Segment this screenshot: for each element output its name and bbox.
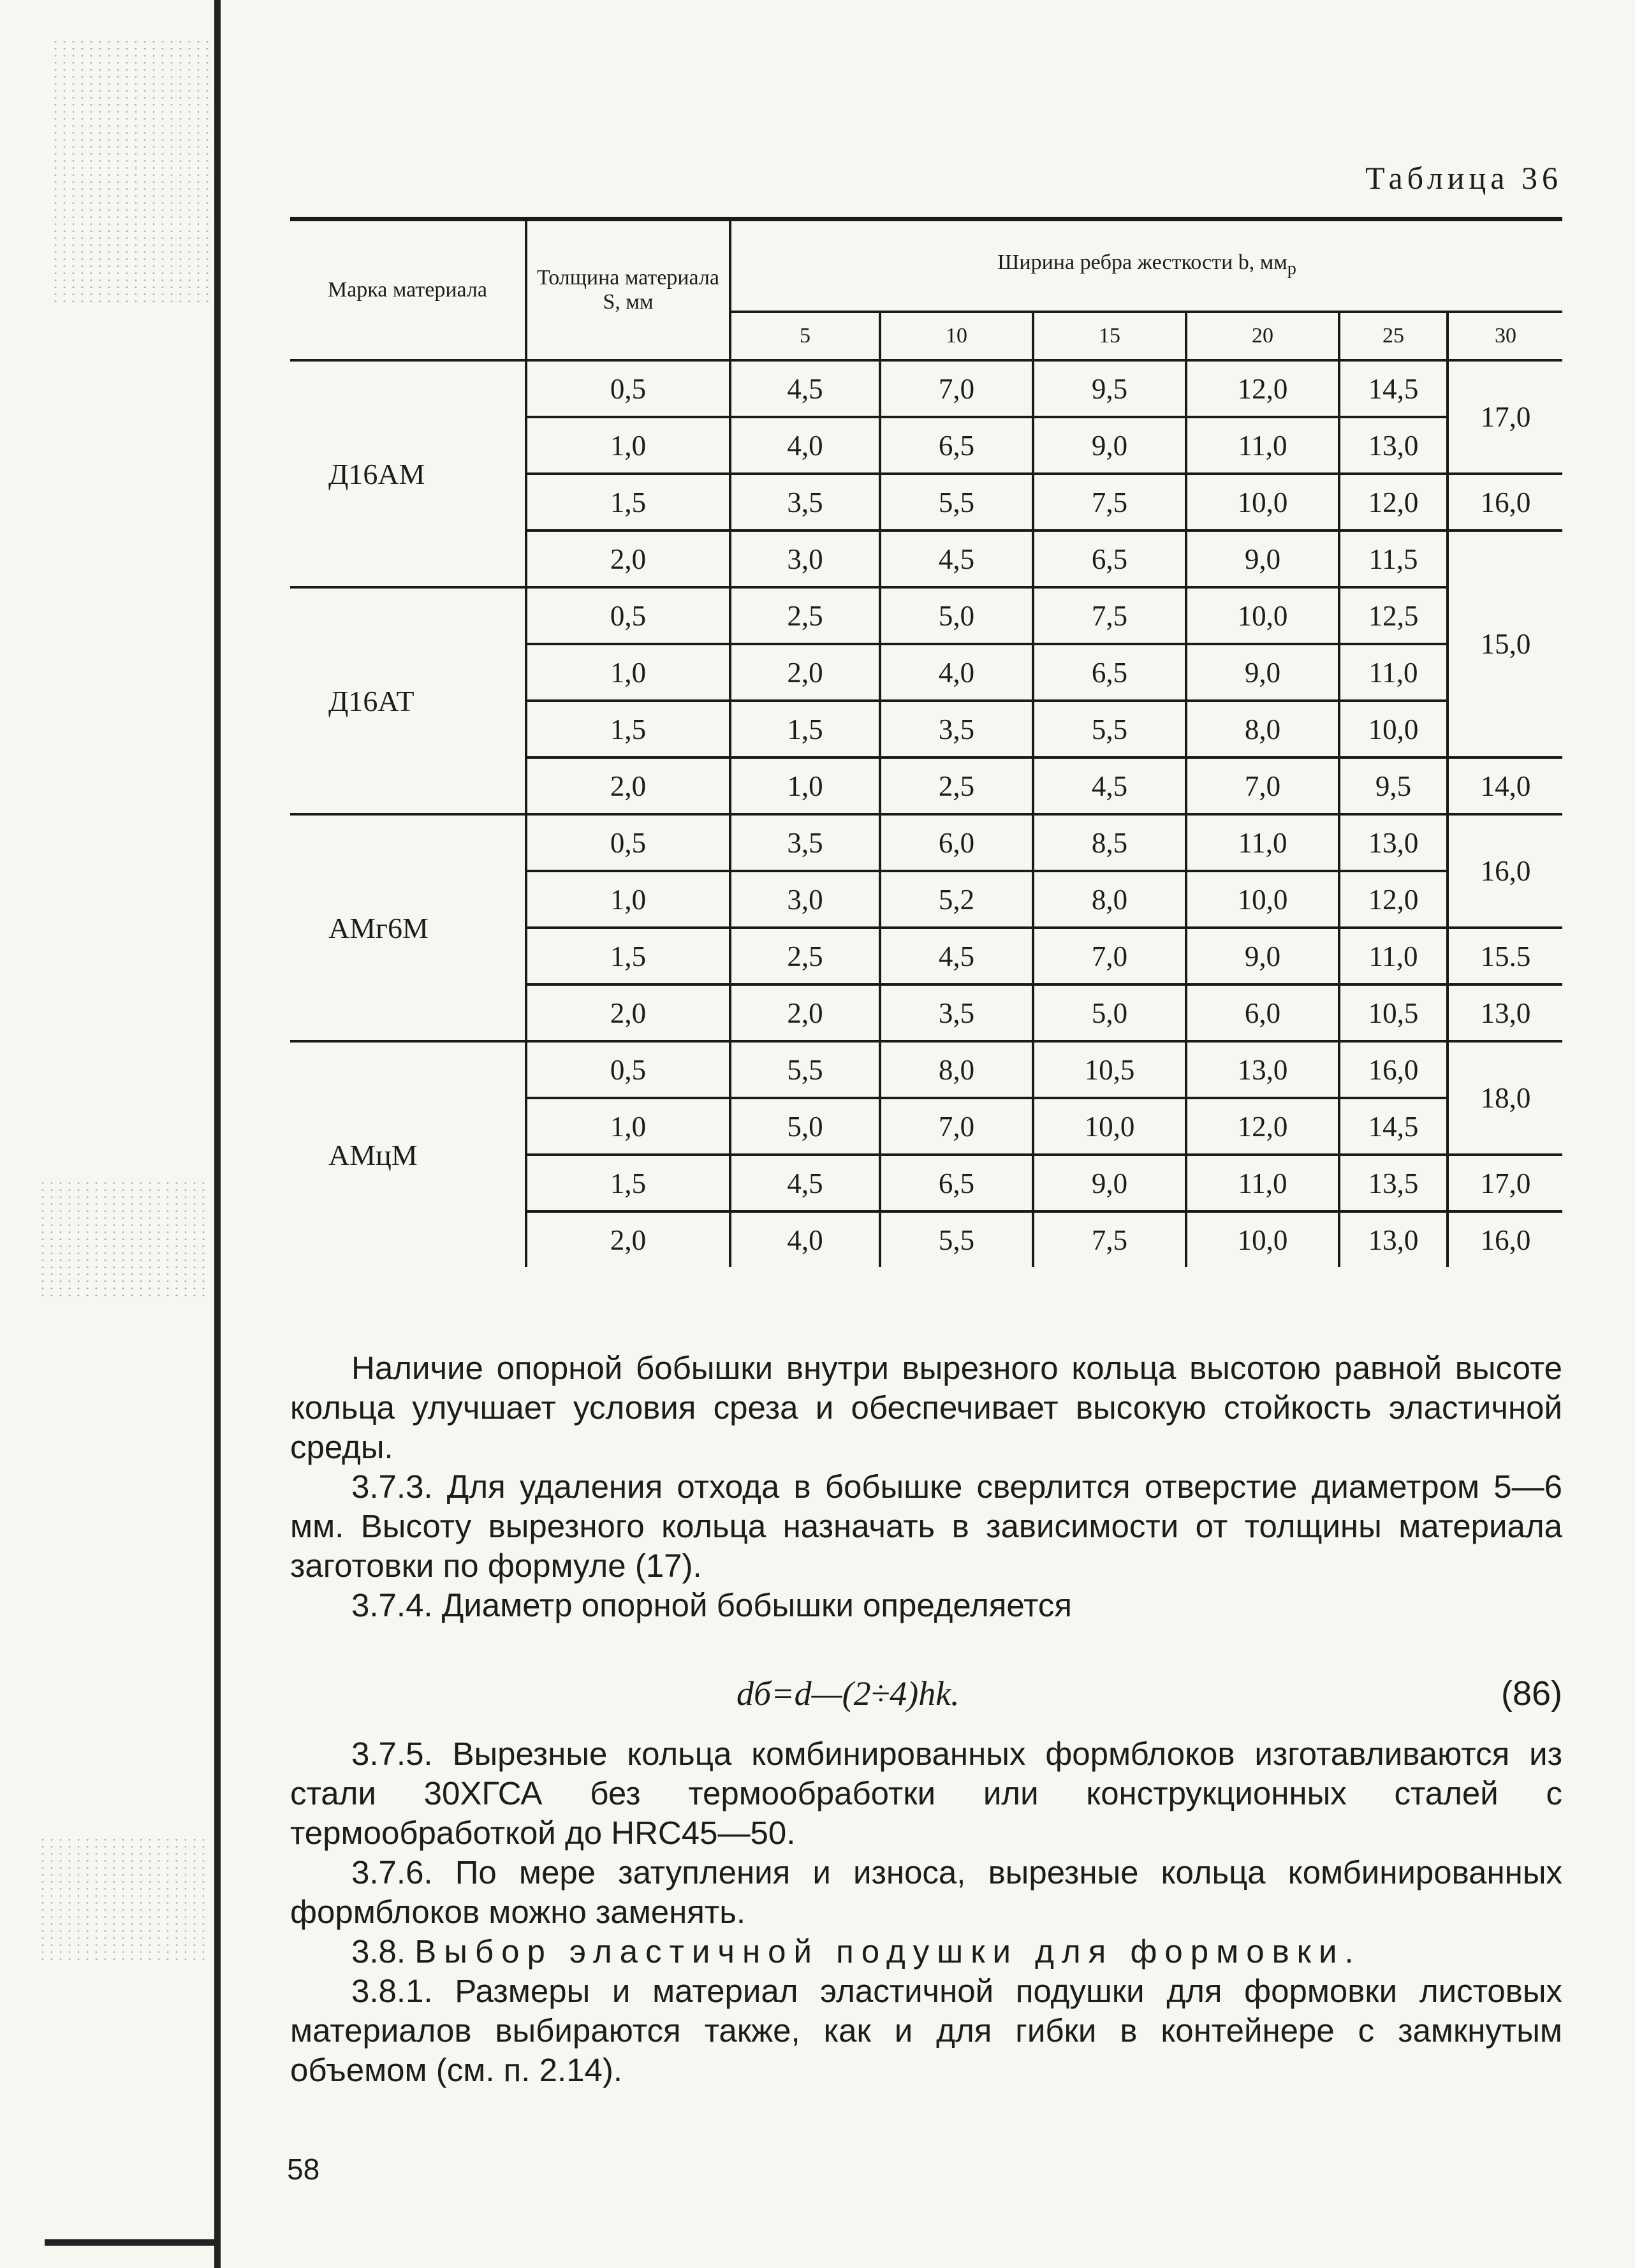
page-bottom-edge — [45, 2239, 221, 2246]
table-row — [290, 814, 1562, 871]
value-cell: 11,0 — [1339, 644, 1448, 701]
thickness-cell: 2,0 — [526, 530, 730, 587]
value-cell: 14,0 — [1448, 757, 1562, 814]
header-rib-width — [730, 219, 1562, 312]
value-cell: 8,5 — [1033, 814, 1186, 871]
thickness-cell: 1,5 — [526, 928, 730, 984]
value-cell: 6,5 — [880, 417, 1033, 474]
value-cell: 2,5 — [730, 928, 880, 984]
value-cell: 3,5 — [880, 701, 1033, 757]
value-cell: 4,0 — [730, 1211, 880, 1267]
thickness-cell: 0,5 — [526, 587, 730, 644]
value-cell: 6,5 — [1033, 530, 1186, 587]
scan-speckle-middle — [38, 1180, 210, 1301]
formula-expression: dб=d—(2÷4)hk. — [737, 1674, 960, 1713]
section-number: 3.8. — [351, 1933, 406, 1970]
thickness-cell: 1,0 — [526, 1098, 730, 1155]
thickness-cell: 0,5 — [526, 814, 730, 871]
scan-speckle-bottom — [38, 1836, 210, 1964]
thickness-cell: 2,0 — [526, 1211, 730, 1267]
value-cell: 14,5 — [1339, 1098, 1448, 1155]
material-name: АМг6М — [290, 814, 526, 1041]
value-cell: 9,0 — [1033, 1155, 1186, 1211]
paragraph: 3.7.5. Вырезные кольца комбинированных формблоков изготавливаются из стали 30ХГСА без термообработки или конструкционных сталей с термообработкой до HRC45—50. — [290, 1736, 1562, 1851]
value-cell: 11,0 — [1186, 417, 1339, 474]
value-cell: 12,5 — [1339, 587, 1448, 644]
value-cell: 3,5 — [730, 814, 880, 871]
value-cell: 16,0 — [1448, 1211, 1562, 1267]
table-caption: Таблица 36 — [1365, 160, 1562, 196]
header-rib-width-label: Ширина ребра жесткости b, мм — [997, 251, 1287, 275]
header-rib-width-sub: р — [1287, 258, 1296, 279]
value-cell: 9,5 — [1033, 360, 1186, 417]
value-cell: 16,0 — [1339, 1041, 1448, 1098]
thickness-cell: 1,0 — [526, 417, 730, 474]
value-cell: 13,0 — [1339, 417, 1448, 474]
table-row — [290, 360, 1562, 417]
data-table-wrapper — [290, 217, 1562, 1267]
value-cell: 5,2 — [880, 871, 1033, 928]
value-cell: 2,0 — [730, 984, 880, 1041]
value-cell: 11,0 — [1186, 814, 1339, 871]
value-cell: 13,0 — [1339, 1211, 1448, 1267]
header-width-30: 30 — [1448, 312, 1562, 360]
value-cell: 10,0 — [1186, 587, 1339, 644]
thickness-cell: 0,5 — [526, 360, 730, 417]
value-cell: 1,0 — [730, 757, 880, 814]
value-cell: 4,5 — [1033, 757, 1186, 814]
value-cell: 9,5 — [1339, 757, 1448, 814]
value-cell: 7,5 — [1033, 474, 1186, 530]
paragraph: 3.7.6. По мере затупления и износа, вырезные кольца комбинированных формблоков можно заменять. — [290, 1854, 1562, 1930]
value-cell: 13,0 — [1186, 1041, 1339, 1098]
value-cell: 4,0 — [880, 644, 1033, 701]
value-cell: 12,0 — [1186, 360, 1339, 417]
value-cell: 5,5 — [880, 1211, 1033, 1267]
header-width-10: 10 — [880, 312, 1033, 360]
value-cell: 5,0 — [730, 1098, 880, 1155]
value-cell: 3,0 — [730, 871, 880, 928]
value-cell: 4,5 — [730, 1155, 880, 1211]
paragraph: 3.7.3. Для удаления отхода в бобышке сверлится отверстие диаметром 5—6 мм. Высоту вырезного кольца назначать в зависимости от толщины материала заготовки по формуле (17). — [290, 1468, 1562, 1584]
header-width-25: 25 — [1339, 312, 1448, 360]
value-cell: 2,0 — [730, 644, 880, 701]
thickness-cell: 1,5 — [526, 474, 730, 530]
value-cell: 4,0 — [730, 417, 880, 474]
value-cell: 2,5 — [880, 757, 1033, 814]
scan-speckle-top — [51, 38, 210, 306]
value-cell: 12,0 — [1339, 474, 1448, 530]
value-cell: 3,0 — [730, 530, 880, 587]
thickness-cell: 2,0 — [526, 984, 730, 1041]
value-cell: 8,0 — [880, 1041, 1033, 1098]
value-cell: 7,0 — [880, 360, 1033, 417]
value-cell: 13,5 — [1339, 1155, 1448, 1211]
value-cell: 3,5 — [730, 474, 880, 530]
paragraph: 3.8.1. Размеры и материал эластичной подушки для формовки листовых материалов выбираются также, как и для гибки в контейнере с замкнутым объемом (см. п. 2.14). — [290, 1973, 1562, 2088]
page-number: 58 — [287, 2153, 320, 2186]
material-name: АМцМ — [290, 1041, 526, 1267]
value-cell: 5,5 — [730, 1041, 880, 1098]
thickness-cell: 1,0 — [526, 871, 730, 928]
value-cell: 17,0 — [1448, 1155, 1562, 1211]
value-cell: 9,0 — [1186, 928, 1339, 984]
table-row — [290, 587, 1562, 644]
value-cell: 13,0 — [1448, 984, 1562, 1041]
thickness-cell: 0,5 — [526, 1041, 730, 1098]
value-cell: 7,5 — [1033, 1211, 1186, 1267]
value-cell-merged: 18,0 — [1448, 1041, 1562, 1155]
page-gutter-edge — [214, 0, 221, 2268]
value-cell: 2,5 — [730, 587, 880, 644]
value-cell: 9,0 — [1186, 530, 1339, 587]
value-cell: 12,0 — [1339, 871, 1448, 928]
value-cell: 8,0 — [1186, 701, 1339, 757]
value-cell: 6,0 — [880, 814, 1033, 871]
material-name: Д16АМ — [290, 360, 526, 587]
paragraph: Наличие опорной бобышки внутри вырезного кольца высотою равной высоте кольца улучшает условия среза и обеспечивает высокую стойкость эластичной среды. — [290, 1350, 1562, 1465]
data-table — [290, 217, 1562, 1267]
value-cell: 5,0 — [880, 587, 1033, 644]
header-width-5: 5 — [730, 312, 880, 360]
paragraph: 3.7.4. Диаметр опорной бобышки определяется — [351, 1587, 1072, 1623]
value-cell: 7,5 — [1033, 587, 1186, 644]
thickness-cell: 1,0 — [526, 644, 730, 701]
header-width-20: 20 — [1186, 312, 1339, 360]
table-row — [290, 1041, 1562, 1098]
value-cell-merged: 17,0 — [1448, 360, 1562, 474]
formula-86 — [290, 1674, 1562, 1718]
value-cell: 6,0 — [1186, 984, 1339, 1041]
section-title: Выбор эластичной подушки для формовки. — [414, 1933, 1361, 1970]
thickness-cell: 1,5 — [526, 701, 730, 757]
value-cell: 13,0 — [1339, 814, 1448, 871]
header-material: Марка материала — [290, 219, 526, 361]
value-cell: 11,5 — [1339, 530, 1448, 587]
body-text-upper — [290, 1349, 1562, 1625]
value-cell-merged: 15,0 — [1448, 530, 1562, 757]
value-cell: 5,5 — [880, 474, 1033, 530]
value-cell: 10,0 — [1033, 1098, 1186, 1155]
value-cell: 5,5 — [1033, 701, 1186, 757]
value-cell-merged: 16,0 — [1448, 814, 1562, 928]
value-cell: 11,0 — [1339, 928, 1448, 984]
header-width-15: 15 — [1033, 312, 1186, 360]
value-cell: 5,0 — [1033, 984, 1186, 1041]
thickness-cell: 1,5 — [526, 1155, 730, 1211]
value-cell: 11,0 — [1186, 1155, 1339, 1211]
formula-number: (86) — [1500, 1674, 1562, 1713]
value-cell: 7,0 — [880, 1098, 1033, 1155]
value-cell: 1,5 — [730, 701, 880, 757]
body-text-lower — [290, 1734, 1562, 2090]
material-name: Д16АТ — [290, 587, 526, 814]
value-cell: 14,5 — [1339, 360, 1448, 417]
value-cell: 4,5 — [880, 928, 1033, 984]
header-thickness: Толщина материала S, мм — [526, 219, 730, 361]
value-cell: 7,0 — [1186, 757, 1339, 814]
value-cell: 4,5 — [880, 530, 1033, 587]
value-cell: 6,5 — [880, 1155, 1033, 1211]
value-cell: 10,5 — [1033, 1041, 1186, 1098]
value-cell: 7,0 — [1033, 928, 1186, 984]
value-cell: 6,5 — [1033, 644, 1186, 701]
value-cell: 10,0 — [1339, 701, 1448, 757]
value-cell: 10,0 — [1186, 474, 1339, 530]
section-heading — [290, 1932, 1562, 1972]
value-cell: 3,5 — [880, 984, 1033, 1041]
value-cell: 10,0 — [1186, 871, 1339, 928]
thickness-cell: 2,0 — [526, 757, 730, 814]
value-cell: 10,0 — [1186, 1211, 1339, 1267]
value-cell: 16,0 — [1448, 474, 1562, 530]
value-cell: 9,0 — [1186, 644, 1339, 701]
value-cell: 4,5 — [730, 360, 880, 417]
value-cell: 15.5 — [1448, 928, 1562, 984]
value-cell: 10,5 — [1339, 984, 1448, 1041]
value-cell: 12,0 — [1186, 1098, 1339, 1155]
value-cell: 8,0 — [1033, 871, 1186, 928]
value-cell: 9,0 — [1033, 417, 1186, 474]
